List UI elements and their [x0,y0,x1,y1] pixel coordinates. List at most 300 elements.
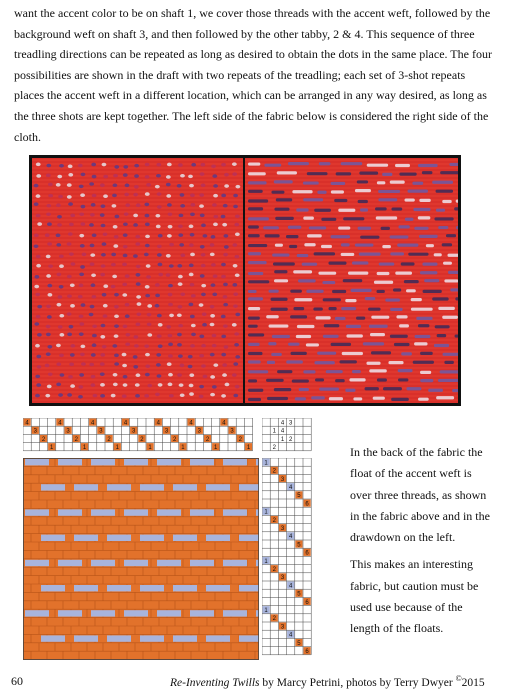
fabric-float [391,398,409,401]
fabric-float [248,252,261,255]
fabric-float [265,234,280,237]
treadling-number: 2 [272,567,276,573]
accent-float [140,484,164,490]
side-paragraph-2: This makes an interesting fabric, but caution must be used use because of the length of the floats. [350,557,479,636]
fabric-dot [179,383,184,387]
fabric-dot [91,163,96,167]
fabric-dot [67,195,72,199]
fabric-float [275,244,283,247]
fabric-float [428,389,443,392]
fabric-dot [158,273,163,277]
fabric-dot [145,244,150,248]
fabric-float [313,307,322,310]
fabric-float [275,217,294,220]
fabric-dot [212,293,217,297]
fabric-float [442,243,452,246]
fabric-dot [101,204,106,208]
fabric-dot [78,385,83,389]
treadling-number: 1 [264,608,268,614]
fabric-dot [223,303,228,307]
fabric-float [248,352,262,355]
fabric-dot [103,175,108,179]
fabric-dot [144,253,149,257]
fabric-dot [69,363,74,367]
fabric-dot [69,252,74,256]
fabric-dot [191,294,196,298]
fabric-float [272,335,290,338]
fabric-dot [91,203,96,207]
fabric-dot [224,184,229,188]
accent-float [91,610,115,616]
fabric-dot [158,234,163,238]
fabric-float [420,371,431,374]
fabric-float [419,235,438,238]
fabric-float [292,379,309,382]
fabric-dot [221,315,226,319]
fabric-dot [58,195,63,199]
fabric-float [356,317,365,320]
fabric-dot [210,393,215,397]
fabric-float [294,298,312,301]
fabric-dot [155,294,160,298]
fabric-dot [221,335,226,339]
fabric-dot [210,253,215,257]
fabric-dot [155,185,160,189]
fabric-float [442,316,458,319]
fabric-float [418,398,429,401]
fabric-float [376,216,397,219]
fabric-dot [155,283,160,287]
fabric-dot [147,384,152,388]
fabric-dot [178,354,183,358]
fabric-dot [46,352,51,356]
fabric-dot [101,264,106,268]
fabric-dot [70,304,75,308]
fabric-float [393,288,401,291]
fabric-dot [46,333,51,337]
fabric-float [248,343,260,346]
fabric-dot [57,175,62,179]
fabric-dot [234,332,239,336]
fabric-dot [122,293,127,297]
fabric-dot [201,223,206,227]
fabric-dot [168,293,173,297]
accent-float [107,635,131,641]
fabric-dot [224,245,229,249]
fabric-dot [70,344,75,348]
accent-float [41,635,65,641]
page-number: 60 [11,674,23,688]
treadling-number: 2 [272,468,276,475]
fabric-float [397,244,418,247]
fabric-dot [158,383,163,387]
fabric-dot [145,223,150,227]
fabric-float [341,307,356,310]
fabric-float [399,324,409,327]
fabric-dot [92,343,97,347]
fabric-dot [70,214,75,218]
fabric-float [331,343,351,346]
fabric-dot [100,335,105,339]
fabric-dot [166,273,171,277]
fabric-dot [92,175,97,179]
fabric-dot [56,243,61,247]
fabric-float [322,281,335,284]
fabric-dot [212,334,217,338]
treadling-number: 5 [297,493,301,500]
fabric-dot [156,363,161,367]
fabric-dot [144,203,149,207]
fabric-dot [201,284,206,288]
fabric-float [290,315,307,318]
fabric-dot [157,334,162,338]
fabric-float [416,317,432,320]
fabric-float [395,164,410,167]
credit-text: by Marcy Petrini, photos by Terry Dwyer [259,676,456,689]
fabric-dot [114,353,119,357]
fabric-dot [189,184,194,188]
fabric-dot [91,283,96,287]
fabric-dot [103,194,108,198]
fabric-dot [91,375,96,379]
fabric-dot [213,274,218,278]
fabric-float [388,361,403,364]
fabric-float [454,207,458,210]
fabric-dot [47,345,52,349]
fabric-dot [67,275,72,279]
fabric-dot [156,353,161,357]
fabric-dot [67,333,72,337]
fabric-dot [46,212,51,216]
fabric-dot [155,393,160,397]
fabric-float [303,370,315,373]
fabric-dot [35,344,40,348]
fabric-dot [78,295,83,299]
fabric-dot [56,362,61,366]
fabric-dot [113,174,118,178]
fabric-dot [92,324,97,328]
fabric-dot [122,283,127,287]
fabric-dot [191,324,196,328]
fabric-dot [81,173,86,177]
fabric-float [303,216,314,219]
fabric-float [248,360,261,363]
accent-float [190,509,214,515]
fabric-dot [212,174,217,178]
threading-number: 1 [50,445,54,451]
fabric-dot [169,243,174,247]
accent-float [41,484,65,490]
fabric-dot [200,163,205,167]
fabric-dot [58,325,63,329]
fabric-float [365,297,376,300]
fabric-float [323,335,339,338]
fabric-float [366,362,380,365]
fabric-float [315,316,330,319]
fabric-dot [113,373,118,377]
fabric-dot [235,355,240,359]
fabric-dot [212,203,217,207]
fabric-dot [35,293,40,297]
fabric-float [263,226,279,229]
fabric-dot [70,384,75,388]
fabric-dot [122,364,127,368]
fabric-float [335,317,346,320]
fabric-dot [45,233,50,237]
fabric-float [436,190,453,193]
tieup-number: 1 [280,436,285,443]
fabric-float [317,191,326,194]
fabric-dot [201,264,206,268]
fabric-dot [36,214,41,218]
fabric-dot [57,303,62,307]
fabric-dot [59,314,64,318]
fabric-dot [202,323,207,327]
fabric-float [328,307,336,310]
fabric-dot [135,383,140,387]
threading-number: 1 [214,445,218,451]
fabric-dot [36,383,41,387]
fabric-dot [34,285,39,289]
treadling-number: 6 [305,649,309,655]
fabric-float [413,361,434,364]
threading-number: 2 [41,436,46,443]
fabric-dot [48,372,53,376]
fabric-float [434,253,442,256]
fabric-dot [90,213,95,217]
fabric-dot [47,385,52,389]
fabric-dot [232,283,237,287]
fabric-dot [211,235,216,239]
accent-float [107,585,131,591]
accent-float [74,585,98,591]
fabric-float [248,325,258,328]
fabric-float [359,253,381,256]
fabric-dot [68,173,73,177]
fabric-dot [37,365,42,369]
fabric-float [411,308,433,311]
fabric-float [271,353,282,356]
fabric-float [318,272,336,275]
fabric-float [378,190,400,193]
fabric-dot [114,324,119,328]
fabric-float [341,243,350,246]
fabric-float [340,360,357,363]
fabric-dot [158,263,163,267]
fabric-float [352,370,361,373]
fabric-dot [167,203,172,207]
fabric-dot [201,344,206,348]
accent-float [223,610,247,616]
fabric-dot [168,343,173,347]
accent-float [25,560,49,566]
accent-float [124,459,148,465]
fabric-dot [34,244,39,248]
fabric-float [382,245,391,248]
fabric-dot [180,204,185,208]
fabric-dot [190,203,195,207]
fabric-dot [68,165,73,169]
fabric-dot [90,305,95,309]
fabric-float [331,182,346,185]
fabric-dot [233,205,238,209]
fabric-dot [190,344,195,348]
threading-draft [23,418,259,452]
fabric-dot [221,163,226,167]
fabric-float [418,324,429,327]
treadling-draft [262,458,312,660]
fabric-dot [210,305,215,309]
fabric-float [299,388,309,391]
fabric-float [448,254,458,257]
fabric-dot [177,313,182,317]
fabric-float [288,343,299,346]
fabric-dot [35,394,40,398]
fabric-dot [189,263,194,267]
fabric-dot [48,183,53,187]
fabric-dot [58,393,63,397]
fabric-float [412,182,423,185]
fabric-dot [178,282,183,286]
fabric-dot [56,383,61,387]
fabric-dot [123,222,128,226]
fabric-dot [125,184,130,188]
fabric-dot [46,305,51,309]
fabric-dot [145,294,150,298]
accent-float [223,560,247,566]
fabric-float [420,352,433,355]
fabric-dot [125,333,130,337]
fabric-dot [79,314,84,318]
fabric-float [336,172,351,175]
threading-number: 4 [156,420,160,427]
fabric-float [271,298,288,301]
accent-float [173,535,197,541]
fabric-dot [79,212,84,216]
fabric-dot [35,375,40,379]
fabric-dot [179,364,184,368]
fabric-float [411,298,422,301]
fabric-dot [232,162,237,166]
fabric-float [377,272,390,275]
fabric-dot [79,322,84,326]
fabric-float [452,389,458,392]
fabric-dot [134,185,139,189]
threading-number: 2 [173,436,177,443]
accent-float [74,484,98,490]
fabric-dot [166,254,171,258]
fabric-float [293,270,312,273]
fabric-float [436,396,454,399]
treadling-number: 5 [297,542,301,549]
fabric-float [355,243,374,246]
fabric-dot [189,225,194,229]
fabric-dot [155,214,160,218]
fabric-dot [47,315,52,319]
fabric-float [371,351,391,354]
accent-float [25,459,49,465]
fabric-float [248,190,263,193]
fabric-dot [79,185,84,189]
fabric-dot [47,284,52,288]
fabric-dot [145,163,150,167]
fabric-dot [56,344,61,348]
fabric-float [248,162,260,165]
fabric-dot [90,253,95,257]
fabric-float [342,352,363,355]
fabric-dot [123,233,128,237]
accent-float [173,484,197,490]
fabric-dot [135,394,140,398]
fabric-dot [135,242,140,246]
fabric-dot [71,262,76,266]
accent-float [173,585,197,591]
fabric-dot [145,364,150,368]
fabric-float [367,164,388,167]
fabric-dot [221,353,226,357]
fabric-dot [36,163,41,167]
fabric-float [418,164,438,167]
fabric-float [331,190,344,193]
fabric-dot [102,242,107,246]
fabric-float [413,208,430,211]
drawdown [23,458,259,660]
fabric-dot [122,263,127,267]
fabric-dot [222,373,227,377]
fabric-dot [157,374,162,378]
fabric-dot [134,164,139,168]
fabric-float [375,207,387,210]
fabric-dot [213,363,218,367]
fabric-dot [145,214,150,218]
fabric-dot [81,205,86,209]
treadling-number: 2 [272,616,276,623]
fabric-float [355,189,371,192]
fabric-dot [212,344,217,348]
fabric-float [395,272,412,275]
accent-float [190,610,214,616]
fabric-dot [111,394,116,398]
accent-float [91,459,115,465]
fabric-float [422,263,437,266]
accent-float [239,535,259,541]
fabric-dot [157,253,162,257]
treadling-number: 1 [264,460,268,467]
fabric-float [424,279,439,282]
fabric-float [304,243,315,246]
fabric-float [248,244,267,247]
grid-lines [262,418,311,451]
fabric-float [289,245,297,248]
fabric-float [248,181,267,184]
threading-number: 4 [189,420,193,427]
fabric-dot [167,334,172,338]
fabric-float [297,254,309,257]
threading-number: 3 [132,428,136,435]
fabric-dot [47,242,52,246]
fabric-float [390,252,404,255]
fabric-float [385,298,400,301]
fabric-dot [37,305,42,309]
fabric-dot [221,275,226,279]
fabric-float [420,271,437,274]
fabric-dot [145,285,150,289]
fabric-dot [102,163,107,167]
fabric-dot [114,165,119,169]
fabric-dot [91,353,96,357]
fabric-dot [47,222,52,226]
fabric-dot [114,305,119,309]
